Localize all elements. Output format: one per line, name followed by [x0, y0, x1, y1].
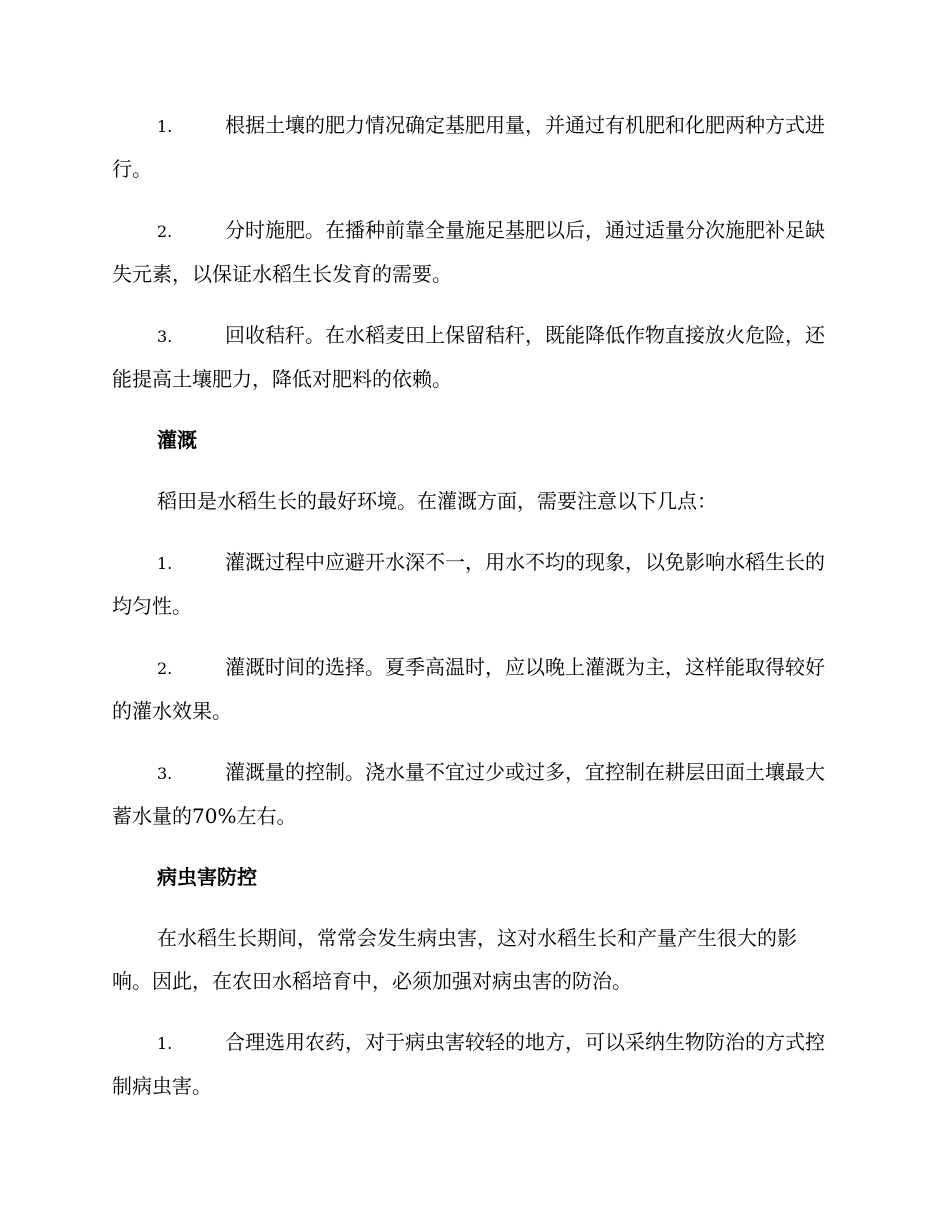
section-heading-pest-control: 病虫害防控 [157, 865, 257, 889]
pest-control-intro: 在水稻生长期间，常常会发生病虫害，这对水稻生长和产量产生很大的影响。因此，在农田水稻培育中，必须加强对病虫害的防治。 [112, 926, 797, 993]
list-number: 1. [157, 117, 173, 136]
list-number: 1. [157, 1034, 173, 1053]
list-item [112, 104, 836, 191]
list-text: 回收秸秆。在水稻麦田上保留秸秆，既能降低作物直接放火危险，还能提高土壤肥力，降低对肥料的依赖。 [112, 323, 825, 391]
list-item [112, 751, 836, 838]
list-text: 根据土壤的肥力情况确定基肥用量，并通过有机肥和化肥两种方式进行。 [112, 113, 825, 181]
list-number: 3. [157, 327, 173, 346]
irrigation-intro: 稻田是水稻生长的最好环境。在灌溉方面，需要注意以下几点： [157, 489, 717, 513]
list-item [112, 541, 836, 628]
list-item [112, 209, 836, 296]
list-item [112, 314, 836, 401]
list-item [112, 646, 836, 733]
list-item [112, 1021, 836, 1108]
list-number: 1. [157, 554, 173, 573]
document-body [112, 104, 836, 1126]
list-text: 分时施肥。在播种前靠全量施足基肥以后，通过适量分次施肥补足缺失元素，以保证水稻生长发育的需要。 [112, 218, 825, 286]
list-text: 合理选用农药，对于病虫害较轻的地方，可以采纳生物防治的方式控制病虫害。 [112, 1030, 825, 1098]
list-number: 2. [157, 222, 173, 241]
list-number: 2. [157, 659, 173, 678]
list-number: 3. [157, 764, 173, 783]
list-text: 灌溉量的控制。浇水量不宜过少或过多，宜控制在耕层田面土壤最大蓄水量的70%左右。 [112, 760, 825, 828]
list-text: 灌溉时间的选择。夏季高温时，应以晚上灌溉为主，这样能取得较好的灌水效果。 [112, 655, 825, 723]
list-text: 灌溉过程中应避开水深不一，用水不均的现象，以免影响水稻生长的均匀性。 [112, 550, 825, 618]
section-heading-irrigation: 灌溉 [157, 428, 197, 452]
